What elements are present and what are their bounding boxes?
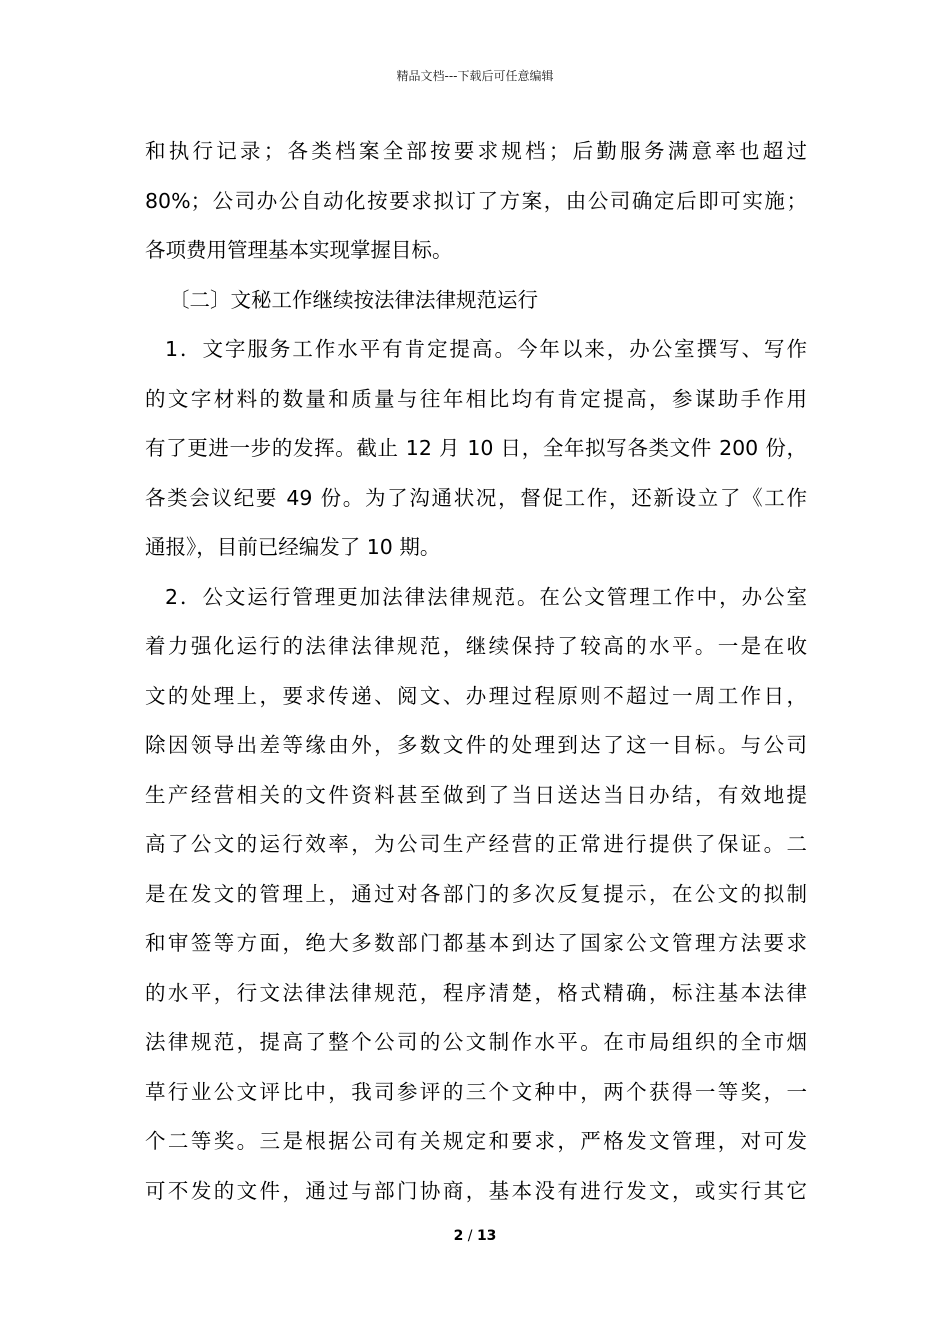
page-header: 精品文档---下载后可任意编辑	[396, 69, 554, 83]
body-line: 除因领导出差等缘由外，多数文件的处理到达了这一目标。与公司	[145, 733, 807, 757]
body-line: 的文字材料的数量和质量与往年相比均有肯定提高，参谋助手作用	[145, 386, 807, 411]
document-body	[145, 127, 807, 1216]
body-line: 各类会议纪要 49 份。为了沟通状况，督促工作，还新设立了《工作	[145, 485, 807, 510]
body-line: 是在发文的管理上，通过对各部门的多次反复提示，在公文的拟制	[145, 881, 807, 906]
body-line: 法律规范，提高了整个公司的公文制作水平。在市局组织的全市烟	[145, 1030, 807, 1054]
body-line: 1．文字服务工作水平有肯定提高。今年以来，办公室撰写、写作	[165, 337, 807, 361]
body-line: 通报》，目前已经编发了 10 期。	[145, 535, 441, 559]
body-line: 和审签等方面，绝大多数部门都基本到达了国家公文管理方法要求	[145, 931, 807, 955]
page-number	[0, 1226, 950, 1246]
body-line: 草行业公文评比中，我司参评的三个文种中，两个获得一等奖，一	[145, 1079, 807, 1104]
page-separator: /	[463, 1228, 477, 1244]
body-line: 有了更进一步的发挥。截止 12 月 10 日，全年拟写各类文件 200 份，	[145, 436, 807, 460]
body-line: 个二等奖。三是根据公司有关规定和要求，严格发文管理，对可发	[145, 1129, 807, 1153]
body-line: 可不发的文件，通过与部门协商，基本没有进行发文，或实行其它	[145, 1178, 807, 1203]
body-line: 80%；公司办公自动化按要求拟订了方案，由公司确定后即可实施；	[145, 188, 807, 213]
body-line: 2．公文运行管理更加法律法律规范。在公文管理工作中，办公室	[165, 584, 807, 609]
body-line: 各项费用管理基本实现掌握目标。	[145, 238, 453, 262]
body-line: 高了公文的运行效率，为公司生产经营的正常进行提供了保证。二	[145, 832, 807, 856]
current-page-number: 2	[453, 1228, 464, 1244]
body-line: 着力强化运行的法律法律规范，继续保持了较高的水平。一是在收	[145, 634, 807, 658]
body-line: 生产经营相关的文件资料甚至做到了当日送达当日办结，有效地提	[145, 782, 807, 807]
body-line: 和执行记录；各类档案全部按要求规档；后勤服务满意率也超过	[145, 139, 807, 163]
total-page-count: 13	[476, 1228, 497, 1244]
body-line: 文的处理上，要求传递、阅文、办理过程原则不超过一周工作日，	[145, 683, 807, 708]
body-line: 的水平，行文法律法律规范，程序清楚，格式精确，标注基本法律	[145, 980, 807, 1005]
section-heading: 〔二〕文秘工作继续按法律法律规范运行	[169, 287, 538, 312]
